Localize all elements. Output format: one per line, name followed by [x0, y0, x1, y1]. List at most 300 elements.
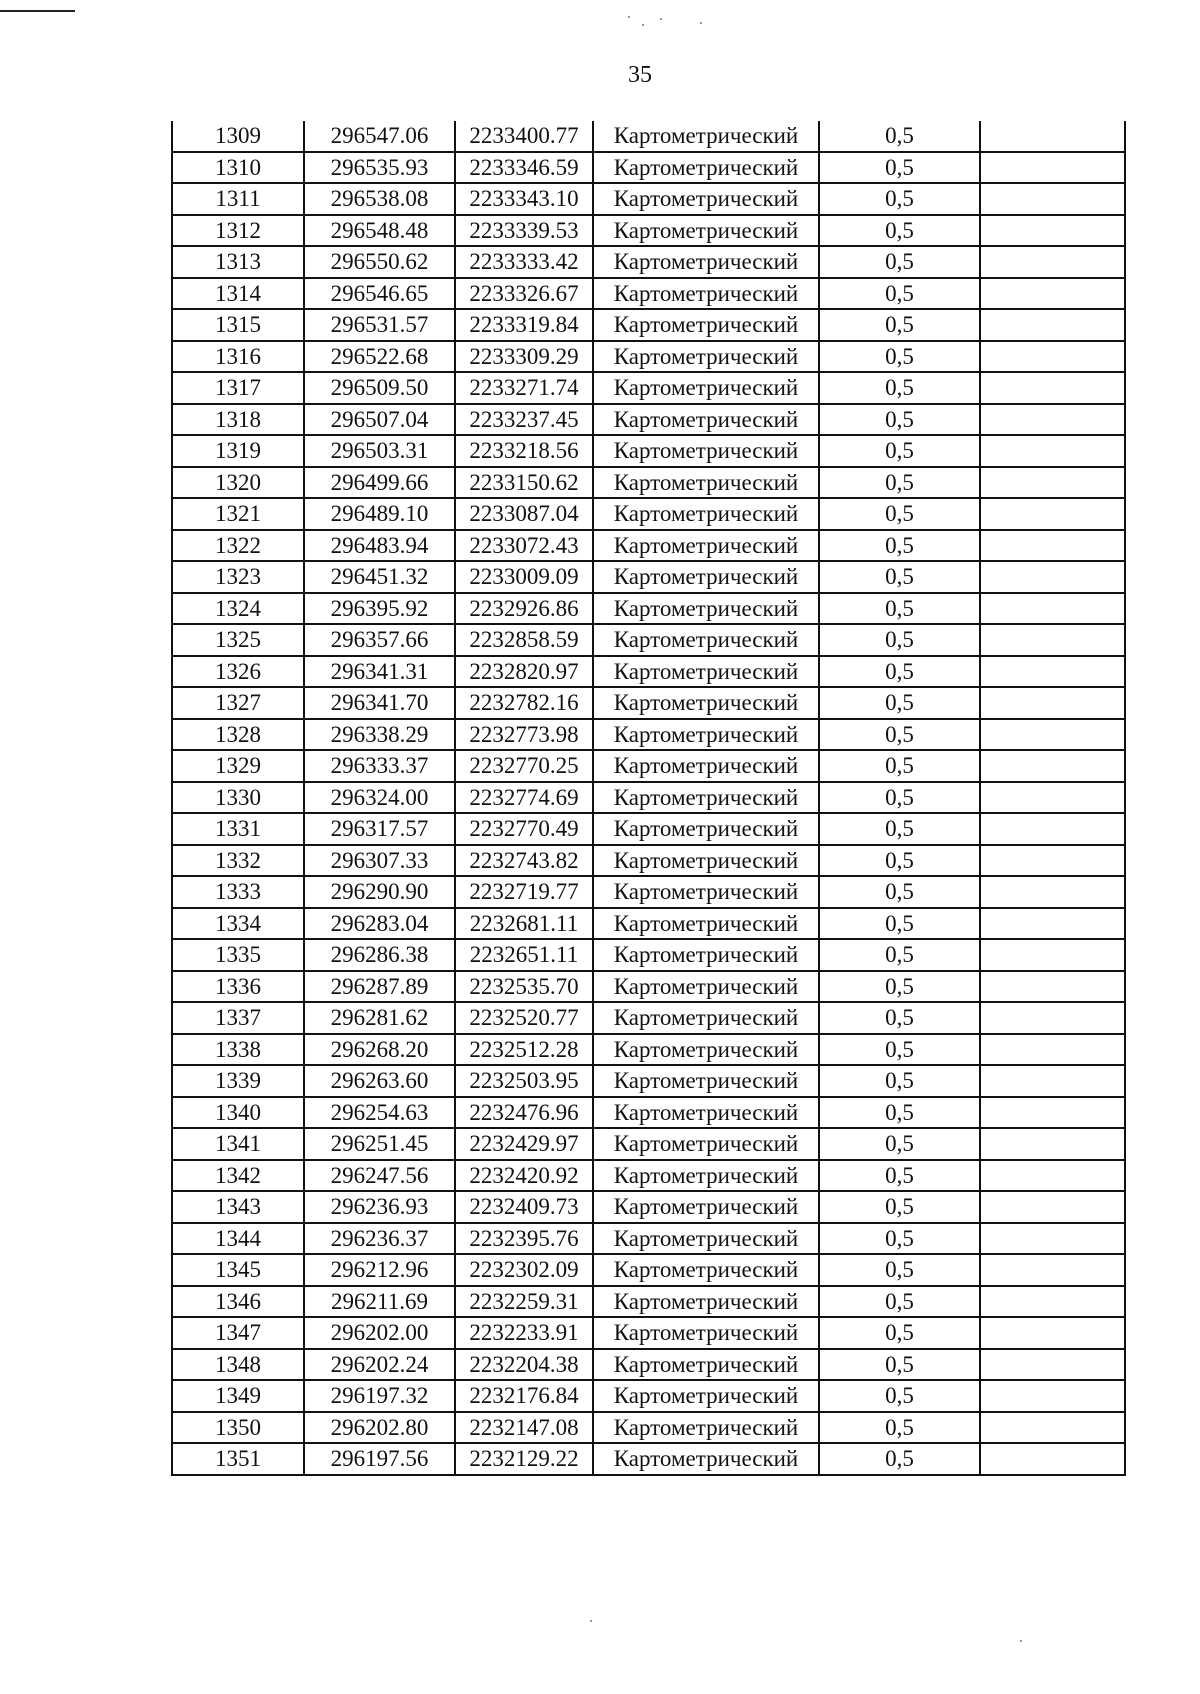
- accuracy-cell: 0,5: [819, 719, 980, 751]
- y-coordinate-cell: 2232782.16: [455, 687, 593, 719]
- table-row: [172, 246, 1125, 278]
- x-coordinate-cell: 296268.20: [304, 1034, 455, 1066]
- point-number-cell: 1343: [172, 1191, 304, 1223]
- accuracy-cell: 0,5: [819, 467, 980, 499]
- method-cell: Картометрический: [593, 1034, 819, 1066]
- accuracy-cell: 0,5: [819, 908, 980, 940]
- note-cell: [980, 152, 1125, 184]
- method-cell: Картометрический: [593, 1191, 819, 1223]
- note-cell: [980, 372, 1125, 404]
- method-cell: Картометрический: [593, 971, 819, 1003]
- x-coordinate-cell: 296483.94: [304, 530, 455, 562]
- accuracy-cell: 0,5: [819, 1128, 980, 1160]
- note-cell: [980, 467, 1125, 499]
- point-number-cell: 1316: [172, 341, 304, 373]
- method-cell: Картометрический: [593, 561, 819, 593]
- table-row: [172, 750, 1125, 782]
- y-coordinate-cell: 2232858.59: [455, 624, 593, 656]
- y-coordinate-cell: 2233319.84: [455, 309, 593, 341]
- note-cell: [980, 435, 1125, 467]
- y-coordinate-cell: 2232233.91: [455, 1317, 593, 1349]
- method-cell: Картометрический: [593, 309, 819, 341]
- method-cell: Картометрический: [593, 750, 819, 782]
- table-row: [172, 687, 1125, 719]
- accuracy-cell: 0,5: [819, 152, 980, 184]
- table-row: [172, 341, 1125, 373]
- point-number-cell: 1332: [172, 845, 304, 877]
- method-cell: Картометрический: [593, 467, 819, 499]
- y-coordinate-cell: 2232926.86: [455, 593, 593, 625]
- accuracy-cell: 0,5: [819, 1191, 980, 1223]
- accuracy-cell: 0,5: [819, 530, 980, 562]
- note-cell: [980, 246, 1125, 278]
- point-number-cell: 1341: [172, 1128, 304, 1160]
- accuracy-cell: 0,5: [819, 278, 980, 310]
- y-coordinate-cell: 2232773.98: [455, 719, 593, 751]
- accuracy-cell: 0,5: [819, 121, 980, 152]
- x-coordinate-cell: 296251.45: [304, 1128, 455, 1160]
- point-number-cell: 1319: [172, 435, 304, 467]
- y-coordinate-cell: 2232820.97: [455, 656, 593, 688]
- table-row: [172, 1349, 1125, 1381]
- accuracy-cell: 0,5: [819, 1286, 980, 1318]
- corner-rule: [0, 10, 75, 12]
- point-number-cell: 1321: [172, 498, 304, 530]
- y-coordinate-cell: 2233400.77: [455, 121, 593, 152]
- x-coordinate-cell: 296338.29: [304, 719, 455, 751]
- scan-speck: [628, 16, 630, 18]
- method-cell: Картометрический: [593, 1412, 819, 1444]
- x-coordinate-cell: 296507.04: [304, 404, 455, 436]
- y-coordinate-cell: 2232719.77: [455, 876, 593, 908]
- table-row: [172, 1128, 1125, 1160]
- point-number-cell: 1326: [172, 656, 304, 688]
- y-coordinate-cell: 2232147.08: [455, 1412, 593, 1444]
- point-number-cell: 1318: [172, 404, 304, 436]
- accuracy-cell: 0,5: [819, 593, 980, 625]
- table-row: [172, 215, 1125, 247]
- method-cell: Картометрический: [593, 1002, 819, 1034]
- accuracy-cell: 0,5: [819, 1160, 980, 1192]
- y-coordinate-cell: 2233343.10: [455, 183, 593, 215]
- x-coordinate-cell: 296263.60: [304, 1065, 455, 1097]
- table-row: [172, 624, 1125, 656]
- note-cell: [980, 908, 1125, 940]
- point-number-cell: 1338: [172, 1034, 304, 1066]
- table-row: [172, 1191, 1125, 1223]
- x-coordinate-cell: 296281.62: [304, 1002, 455, 1034]
- note-cell: [980, 1443, 1125, 1475]
- note-cell: [980, 1128, 1125, 1160]
- point-number-cell: 1334: [172, 908, 304, 940]
- table-row: [172, 939, 1125, 971]
- coordinates-table: [171, 121, 1126, 1476]
- x-coordinate-cell: 296395.92: [304, 593, 455, 625]
- point-number-cell: 1310: [172, 152, 304, 184]
- note-cell: [980, 1317, 1125, 1349]
- note-cell: [980, 404, 1125, 436]
- y-coordinate-cell: 2232302.09: [455, 1254, 593, 1286]
- y-coordinate-cell: 2233072.43: [455, 530, 593, 562]
- accuracy-cell: 0,5: [819, 1097, 980, 1129]
- x-coordinate-cell: 296538.08: [304, 183, 455, 215]
- method-cell: Картометрический: [593, 183, 819, 215]
- accuracy-cell: 0,5: [819, 845, 980, 877]
- y-coordinate-cell: 2232395.76: [455, 1223, 593, 1255]
- table-row: [172, 782, 1125, 814]
- y-coordinate-cell: 2233309.29: [455, 341, 593, 373]
- accuracy-cell: 0,5: [819, 624, 980, 656]
- y-coordinate-cell: 2232774.69: [455, 782, 593, 814]
- accuracy-cell: 0,5: [819, 656, 980, 688]
- accuracy-cell: 0,5: [819, 435, 980, 467]
- scan-speck: [700, 22, 702, 24]
- x-coordinate-cell: 296333.37: [304, 750, 455, 782]
- x-coordinate-cell: 296317.57: [304, 813, 455, 845]
- table-row: [172, 309, 1125, 341]
- method-cell: Картометрический: [593, 719, 819, 751]
- table-row: [172, 121, 1125, 152]
- y-coordinate-cell: 2232503.95: [455, 1065, 593, 1097]
- x-coordinate-cell: 296236.37: [304, 1223, 455, 1255]
- table-row: [172, 530, 1125, 562]
- accuracy-cell: 0,5: [819, 1317, 980, 1349]
- table-row: [172, 876, 1125, 908]
- note-cell: [980, 121, 1125, 152]
- y-coordinate-cell: 2233218.56: [455, 435, 593, 467]
- note-cell: [980, 1002, 1125, 1034]
- x-coordinate-cell: 296550.62: [304, 246, 455, 278]
- x-coordinate-cell: 296202.80: [304, 1412, 455, 1444]
- point-number-cell: 1347: [172, 1317, 304, 1349]
- point-number-cell: 1351: [172, 1443, 304, 1475]
- table-row: [172, 593, 1125, 625]
- point-number-cell: 1315: [172, 309, 304, 341]
- note-cell: [980, 624, 1125, 656]
- x-coordinate-cell: 296202.24: [304, 1349, 455, 1381]
- note-cell: [980, 1223, 1125, 1255]
- table-row: [172, 404, 1125, 436]
- method-cell: Картометрический: [593, 1443, 819, 1475]
- point-number-cell: 1340: [172, 1097, 304, 1129]
- note-cell: [980, 1160, 1125, 1192]
- point-number-cell: 1327: [172, 687, 304, 719]
- x-coordinate-cell: 296287.89: [304, 971, 455, 1003]
- table-row: [172, 971, 1125, 1003]
- x-coordinate-cell: 296197.56: [304, 1443, 455, 1475]
- point-number-cell: 1349: [172, 1380, 304, 1412]
- table-row: [172, 1380, 1125, 1412]
- table-row: [172, 845, 1125, 877]
- y-coordinate-cell: 2233326.67: [455, 278, 593, 310]
- note-cell: [980, 845, 1125, 877]
- note-cell: [980, 656, 1125, 688]
- accuracy-cell: 0,5: [819, 309, 980, 341]
- table-row: [172, 1412, 1125, 1444]
- x-coordinate-cell: 296290.90: [304, 876, 455, 908]
- method-cell: Картометрический: [593, 876, 819, 908]
- point-number-cell: 1330: [172, 782, 304, 814]
- method-cell: Картометрический: [593, 435, 819, 467]
- method-cell: Картометрический: [593, 1065, 819, 1097]
- method-cell: Картометрический: [593, 246, 819, 278]
- note-cell: [980, 278, 1125, 310]
- y-coordinate-cell: 2232512.28: [455, 1034, 593, 1066]
- x-coordinate-cell: 296546.65: [304, 278, 455, 310]
- method-cell: Картометрический: [593, 624, 819, 656]
- table-row: [172, 719, 1125, 751]
- note-cell: [980, 687, 1125, 719]
- accuracy-cell: 0,5: [819, 1223, 980, 1255]
- note-cell: [980, 1065, 1125, 1097]
- method-cell: Картометрический: [593, 121, 819, 152]
- page-number: 35: [628, 62, 652, 88]
- accuracy-cell: 0,5: [819, 246, 980, 278]
- y-coordinate-cell: 2232409.73: [455, 1191, 593, 1223]
- x-coordinate-cell: 296197.32: [304, 1380, 455, 1412]
- point-number-cell: 1346: [172, 1286, 304, 1318]
- y-coordinate-cell: 2233339.53: [455, 215, 593, 247]
- method-cell: Картометрический: [593, 1349, 819, 1381]
- note-cell: [980, 593, 1125, 625]
- y-coordinate-cell: 2232476.96: [455, 1097, 593, 1129]
- accuracy-cell: 0,5: [819, 1065, 980, 1097]
- method-cell: Картометрический: [593, 782, 819, 814]
- x-coordinate-cell: 296286.38: [304, 939, 455, 971]
- y-coordinate-cell: 2232429.97: [455, 1128, 593, 1160]
- note-cell: [980, 183, 1125, 215]
- note-cell: [980, 939, 1125, 971]
- table-row: [172, 1034, 1125, 1066]
- x-coordinate-cell: 296548.48: [304, 215, 455, 247]
- method-cell: Картометрический: [593, 813, 819, 845]
- table-row: [172, 1160, 1125, 1192]
- method-cell: Картометрический: [593, 341, 819, 373]
- x-coordinate-cell: 296202.00: [304, 1317, 455, 1349]
- y-coordinate-cell: 2232176.84: [455, 1380, 593, 1412]
- coordinates-table-body: [172, 121, 1125, 1475]
- accuracy-cell: 0,5: [819, 939, 980, 971]
- scan-speck: [1020, 1640, 1022, 1642]
- y-coordinate-cell: 2232743.82: [455, 845, 593, 877]
- accuracy-cell: 0,5: [819, 876, 980, 908]
- accuracy-cell: 0,5: [819, 1412, 980, 1444]
- point-number-cell: 1328: [172, 719, 304, 751]
- table-row: [172, 561, 1125, 593]
- y-coordinate-cell: 2232770.25: [455, 750, 593, 782]
- y-coordinate-cell: 2233009.09: [455, 561, 593, 593]
- method-cell: Картометрический: [593, 372, 819, 404]
- note-cell: [980, 215, 1125, 247]
- table-row: [172, 1254, 1125, 1286]
- point-number-cell: 1320: [172, 467, 304, 499]
- x-coordinate-cell: 296341.70: [304, 687, 455, 719]
- method-cell: Картометрический: [593, 152, 819, 184]
- y-coordinate-cell: 2232651.11: [455, 939, 593, 971]
- accuracy-cell: 0,5: [819, 561, 980, 593]
- note-cell: [980, 876, 1125, 908]
- table-row: [172, 908, 1125, 940]
- method-cell: Картометрический: [593, 1317, 819, 1349]
- x-coordinate-cell: 296522.68: [304, 341, 455, 373]
- method-cell: Картометрический: [593, 404, 819, 436]
- x-coordinate-cell: 296547.06: [304, 121, 455, 152]
- table-row: [172, 1443, 1125, 1475]
- point-number-cell: 1309: [172, 121, 304, 152]
- method-cell: Картометрический: [593, 1223, 819, 1255]
- accuracy-cell: 0,5: [819, 341, 980, 373]
- method-cell: Картометрический: [593, 215, 819, 247]
- y-coordinate-cell: 2233271.74: [455, 372, 593, 404]
- y-coordinate-cell: 2233237.45: [455, 404, 593, 436]
- point-number-cell: 1323: [172, 561, 304, 593]
- y-coordinate-cell: 2233150.62: [455, 467, 593, 499]
- note-cell: [980, 309, 1125, 341]
- method-cell: Картометрический: [593, 593, 819, 625]
- point-number-cell: 1325: [172, 624, 304, 656]
- y-coordinate-cell: 2232420.92: [455, 1160, 593, 1192]
- accuracy-cell: 0,5: [819, 183, 980, 215]
- method-cell: Картометрический: [593, 498, 819, 530]
- y-coordinate-cell: 2232259.31: [455, 1286, 593, 1318]
- point-number-cell: 1333: [172, 876, 304, 908]
- table-row: [172, 1317, 1125, 1349]
- accuracy-cell: 0,5: [819, 687, 980, 719]
- y-coordinate-cell: 2232681.11: [455, 908, 593, 940]
- x-coordinate-cell: 296357.66: [304, 624, 455, 656]
- point-number-cell: 1329: [172, 750, 304, 782]
- note-cell: [980, 1191, 1125, 1223]
- note-cell: [980, 498, 1125, 530]
- y-coordinate-cell: 2233346.59: [455, 152, 593, 184]
- x-coordinate-cell: 296212.96: [304, 1254, 455, 1286]
- scan-speck: [660, 18, 662, 20]
- x-coordinate-cell: 296509.50: [304, 372, 455, 404]
- point-number-cell: 1345: [172, 1254, 304, 1286]
- note-cell: [980, 561, 1125, 593]
- x-coordinate-cell: 296341.31: [304, 656, 455, 688]
- x-coordinate-cell: 296451.32: [304, 561, 455, 593]
- x-coordinate-cell: 296236.93: [304, 1191, 455, 1223]
- note-cell: [980, 750, 1125, 782]
- note-cell: [980, 719, 1125, 751]
- table-row: [172, 152, 1125, 184]
- note-cell: [980, 782, 1125, 814]
- method-cell: Картометрический: [593, 1128, 819, 1160]
- point-number-cell: 1314: [172, 278, 304, 310]
- point-number-cell: 1322: [172, 530, 304, 562]
- method-cell: Картометрический: [593, 530, 819, 562]
- table-row: [172, 278, 1125, 310]
- method-cell: Картометрический: [593, 1380, 819, 1412]
- accuracy-cell: 0,5: [819, 1254, 980, 1286]
- table-row: [172, 656, 1125, 688]
- table-row: [172, 183, 1125, 215]
- x-coordinate-cell: 296489.10: [304, 498, 455, 530]
- note-cell: [980, 971, 1125, 1003]
- method-cell: Картометрический: [593, 1254, 819, 1286]
- x-coordinate-cell: 296307.33: [304, 845, 455, 877]
- x-coordinate-cell: 296324.00: [304, 782, 455, 814]
- point-number-cell: 1339: [172, 1065, 304, 1097]
- accuracy-cell: 0,5: [819, 1349, 980, 1381]
- accuracy-cell: 0,5: [819, 1034, 980, 1066]
- method-cell: Картометрический: [593, 1160, 819, 1192]
- method-cell: Картометрический: [593, 1286, 819, 1318]
- accuracy-cell: 0,5: [819, 404, 980, 436]
- point-number-cell: 1337: [172, 1002, 304, 1034]
- note-cell: [980, 1412, 1125, 1444]
- point-number-cell: 1336: [172, 971, 304, 1003]
- y-coordinate-cell: 2232535.70: [455, 971, 593, 1003]
- y-coordinate-cell: 2232129.22: [455, 1443, 593, 1475]
- x-coordinate-cell: 296254.63: [304, 1097, 455, 1129]
- note-cell: [980, 1034, 1125, 1066]
- note-cell: [980, 1380, 1125, 1412]
- accuracy-cell: 0,5: [819, 813, 980, 845]
- note-cell: [980, 530, 1125, 562]
- note-cell: [980, 1254, 1125, 1286]
- method-cell: Картометрический: [593, 656, 819, 688]
- y-coordinate-cell: 2233087.04: [455, 498, 593, 530]
- method-cell: Картометрический: [593, 278, 819, 310]
- y-coordinate-cell: 2232204.38: [455, 1349, 593, 1381]
- table-row: [172, 1223, 1125, 1255]
- x-coordinate-cell: 296247.56: [304, 1160, 455, 1192]
- method-cell: Картометрический: [593, 687, 819, 719]
- point-number-cell: 1350: [172, 1412, 304, 1444]
- point-number-cell: 1324: [172, 593, 304, 625]
- method-cell: Картометрический: [593, 908, 819, 940]
- note-cell: [980, 1097, 1125, 1129]
- accuracy-cell: 0,5: [819, 782, 980, 814]
- accuracy-cell: 0,5: [819, 372, 980, 404]
- table-row: [172, 1065, 1125, 1097]
- table-row: [172, 435, 1125, 467]
- point-number-cell: 1331: [172, 813, 304, 845]
- y-coordinate-cell: 2232520.77: [455, 1002, 593, 1034]
- note-cell: [980, 1286, 1125, 1318]
- accuracy-cell: 0,5: [819, 1443, 980, 1475]
- y-coordinate-cell: 2233333.42: [455, 246, 593, 278]
- table-row: [172, 1097, 1125, 1129]
- table-row: [172, 372, 1125, 404]
- x-coordinate-cell: 296531.57: [304, 309, 455, 341]
- method-cell: Картометрический: [593, 1097, 819, 1129]
- point-number-cell: 1342: [172, 1160, 304, 1192]
- scan-speck: [590, 1620, 592, 1622]
- method-cell: Картометрический: [593, 939, 819, 971]
- accuracy-cell: 0,5: [819, 750, 980, 782]
- table-row: [172, 1286, 1125, 1318]
- point-number-cell: 1348: [172, 1349, 304, 1381]
- note-cell: [980, 1349, 1125, 1381]
- scan-speck: [642, 24, 644, 26]
- table-row: [172, 467, 1125, 499]
- x-coordinate-cell: 296211.69: [304, 1286, 455, 1318]
- point-number-cell: 1312: [172, 215, 304, 247]
- table-row: [172, 813, 1125, 845]
- point-number-cell: 1313: [172, 246, 304, 278]
- point-number-cell: 1317: [172, 372, 304, 404]
- accuracy-cell: 0,5: [819, 1002, 980, 1034]
- x-coordinate-cell: 296499.66: [304, 467, 455, 499]
- x-coordinate-cell: 296283.04: [304, 908, 455, 940]
- note-cell: [980, 813, 1125, 845]
- table-row: [172, 498, 1125, 530]
- x-coordinate-cell: 296503.31: [304, 435, 455, 467]
- method-cell: Картометрический: [593, 845, 819, 877]
